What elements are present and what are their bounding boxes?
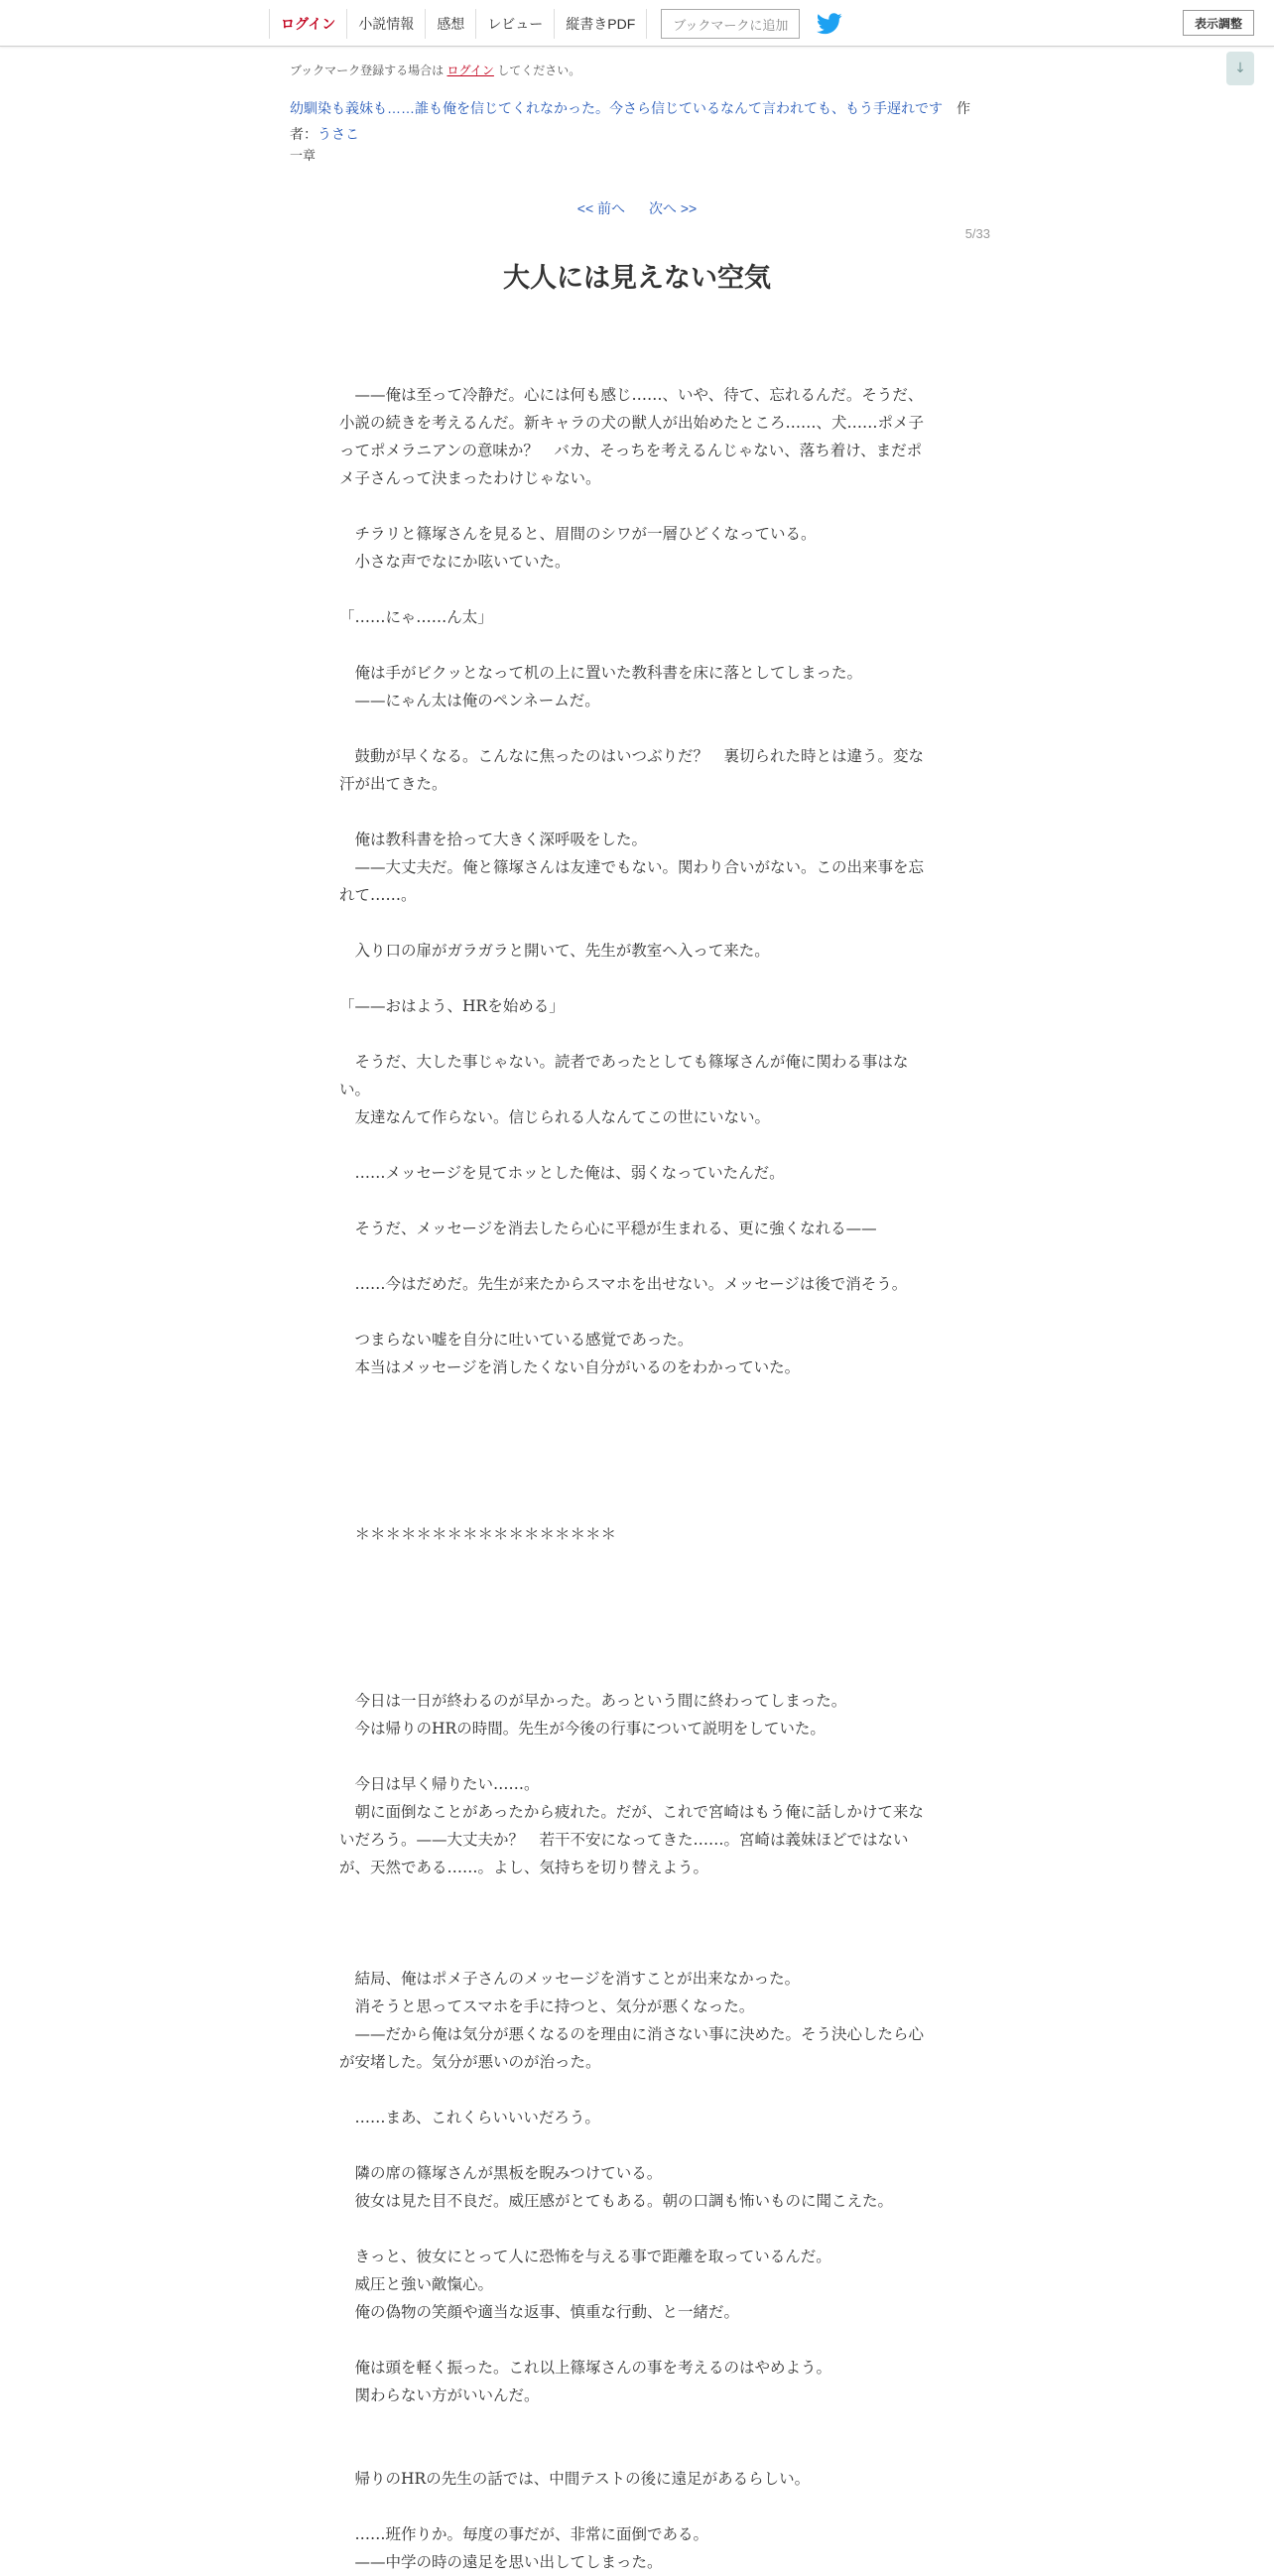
body-paragraph: 彼女は見た目不良だ。威圧感がとてもある。朝の口調も怖いものに聞こえた。 — [339, 2192, 894, 2210]
body-paragraph: 朝に面倒なことがあったから疲れた。だが、これで宮崎はもう俺に話しかけて来ないだろう。——大丈夫か？ 若干不安になってきた……。宮崎は義妹ほどではないが、天然である……。よし、気持ちを切り替えよう。 — [339, 1803, 924, 1876]
body-paragraph: ——だから俺は気分が悪くなるのを理由に消さない事に決めた。そう決心したら心が安堵した。気分が悪いのが治った。 — [339, 2025, 925, 2071]
novel-body — [339, 353, 935, 2576]
impressions-link[interactable]: 感想 — [425, 9, 475, 39]
body-paragraph: 小さな声でなにか呟いていた。 — [339, 553, 571, 571]
blank-line — [339, 2409, 935, 2437]
body-paragraph: 「……にゃ……ん太」 — [339, 608, 493, 626]
body-paragraph: ——にゃん太は俺のペンネームだ。 — [339, 692, 600, 709]
blank-line — [339, 1409, 935, 1437]
blank-line — [339, 1909, 935, 1937]
blank-line — [339, 1242, 935, 1270]
notice-suffix: してください。 — [497, 64, 581, 77]
body-paragraph: 俺は手がビクッとなって机の上に置いた教科書を床に落としてしまった。 — [339, 664, 863, 682]
main-nav — [269, 8, 843, 40]
body-paragraph: 消そうと思ってスマホを手に持つと、気分が悪くなった。 — [339, 1997, 755, 2015]
scroll-down-button[interactable]: ↓ — [1226, 52, 1254, 85]
blank-line — [339, 1576, 935, 1604]
prev-episode-link[interactable]: << 前へ — [576, 200, 626, 216]
display-settings-button[interactable]: 表示調整 — [1183, 10, 1254, 36]
blank-line — [339, 1548, 935, 1576]
twitter-share-button[interactable] — [816, 12, 843, 36]
episode-pager — [0, 198, 1274, 218]
blank-line — [339, 2437, 935, 2465]
body-paragraph: 帰りのHRの先生の話では、中間テストの後に遠足があるらしい。 — [339, 2470, 811, 2488]
blank-line — [339, 714, 935, 742]
bookmark-login-notice — [290, 62, 580, 78]
blank-line — [339, 1492, 935, 1520]
body-paragraph: 今日は早く帰りたい……。 — [339, 1775, 540, 1793]
author-label: 作者： — [290, 100, 970, 142]
body-paragraph: 今日は一日が終わるのが早かった。あっという間に終わってしまった。 — [339, 1692, 847, 1710]
blank-line — [339, 1020, 935, 1048]
body-paragraph: ——大丈夫だ。俺と篠塚さんは友達でもない。関わり合いがない。この出来事を忘れて……。 — [339, 858, 925, 904]
body-paragraph: ……今はだめだ。先生が来たからスマホを出せない。メッセージは後で消そう。 — [339, 1275, 908, 1293]
body-paragraph: 友達なんて作らない。信じられる人なんてこの世にいない。 — [339, 1108, 771, 1126]
body-paragraph: ……まあ、これくらいいいだろう。 — [339, 2109, 600, 2126]
blank-line — [339, 2493, 935, 2520]
novel-info — [290, 95, 984, 147]
blank-line — [339, 965, 935, 992]
add-bookmark-button[interactable]: ブックマークに追加 — [661, 9, 800, 39]
blank-line — [339, 909, 935, 937]
body-paragraph: ……班作りか。毎度の事だが、非常に面倒である。 — [339, 2525, 709, 2543]
blank-line — [339, 2076, 935, 2104]
blank-line — [339, 1659, 935, 1687]
body-paragraph: きっと、彼女にとって人に恐怖を与える事で距離を取っているんだ。 — [339, 2248, 831, 2265]
blank-line — [339, 1604, 935, 1631]
blank-line — [339, 2131, 935, 2159]
body-paragraph: チラリと篠塚さんを見ると、眉間のシワが一層ひどくなっている。 — [339, 525, 817, 543]
episode-number: 5/33 — [964, 226, 990, 241]
novel-info-link[interactable]: 小説情報 — [346, 9, 425, 39]
body-paragraph: そうだ、大した事じゃない。読者であったとしても篠塚さんが俺に関わる事はない。 — [339, 1053, 909, 1098]
blank-line — [339, 1937, 935, 1965]
login-link[interactable]: ログイン — [269, 9, 346, 39]
body-paragraph: ——俺は至って冷静だ。心には何も感じ……、いや、待て、忘れるんだ。そうだ、小説の続きを考えるんだ。新キャラの犬の獣人が出始めたところ……、犬……ポメ子ってポメラニアンの意味か？ バカ、そっちを考えるんじゃない、落ち着け、まだポメ子さんって決まったわけじゃない。 — [339, 386, 925, 487]
blank-line — [339, 1131, 935, 1159]
body-paragraph: ——中学の時の遠足を思い出してしまった。 — [339, 2553, 663, 2571]
blank-line — [339, 2215, 935, 2243]
notice-login-link[interactable]: ログイン — [446, 64, 494, 77]
body-paragraph: 今は帰りのHRの時間。先生が今後の行事について説明をしていた。 — [339, 1720, 826, 1738]
twitter-bird-icon — [817, 13, 842, 35]
next-episode-link[interactable]: 次へ >> — [648, 200, 698, 216]
blank-line — [339, 2326, 935, 2354]
body-paragraph: 俺は頭を軽く振った。これ以上篠塚さんの事を考えるのはやめよう。 — [339, 2359, 832, 2377]
body-paragraph: ＊＊＊＊＊＊＊＊＊＊＊＊＊＊＊＊＊ — [339, 1525, 617, 1543]
body-paragraph: 結局、俺はポメ子さんのメッセージを消すことが出来なかった。 — [339, 1970, 801, 1988]
body-paragraph: 本当はメッセージを消したくない自分がいるのをわかっていた。 — [339, 1358, 801, 1376]
body-paragraph: 「——おはよう、HRを始める」 — [339, 997, 565, 1015]
blank-line — [339, 492, 935, 520]
blank-line — [339, 1742, 935, 1770]
novel-title-link[interactable]: 幼馴染も義妹も……誰も俺を信じてくれなかった。今さら信じているなんて言われても、もう手遅れです — [290, 100, 943, 116]
chapter-title: 一章 — [290, 148, 317, 163]
author-link[interactable]: うさこ — [318, 126, 359, 142]
blank-line — [339, 1437, 935, 1465]
body-paragraph: 威圧と強い敵愾心。 — [339, 2275, 494, 2293]
top-navigation-bar — [0, 0, 1274, 47]
blank-line — [339, 1631, 935, 1659]
blank-line — [339, 353, 935, 381]
blank-line — [339, 631, 935, 659]
body-paragraph: そうだ、メッセージを消去したら心に平穏が生まれる、更に強くなれる—— — [339, 1220, 877, 1237]
vertical-pdf-link[interactable]: 縦書きPDF — [554, 9, 647, 39]
body-paragraph: 隣の席の篠塚さんが黒板を睨みつけている。 — [339, 2164, 663, 2182]
body-paragraph: 関わらない方がいいんだ。 — [339, 2386, 540, 2404]
body-paragraph: 俺の偽物の笑顔や適当な返事、慎重な行動、と一緒だ。 — [339, 2303, 740, 2321]
review-link[interactable]: レビュー — [475, 9, 554, 39]
blank-line — [339, 1298, 935, 1326]
body-paragraph: 俺は教科書を拾って大きく深呼吸をした。 — [339, 831, 648, 848]
body-paragraph: つまらない嘘を自分に吐いている感覚であった。 — [339, 1331, 694, 1349]
notice-prefix: ブックマーク登録する場合は — [290, 64, 445, 77]
body-paragraph: ……メッセージを見てホッとした俺は、弱くなっていたんだ。 — [339, 1164, 785, 1182]
blank-line — [339, 1465, 935, 1492]
body-paragraph: 入り口の扉がガラガラと開いて、先生が教室へ入って来た。 — [339, 942, 770, 960]
episode-title: 大人には見えない空気 — [503, 263, 771, 294]
body-paragraph: 鼓動が早くなる。こんなに焦ったのはいつぶりだ？ 裏切られた時とは違う。変な汗が出てきた。 — [339, 747, 925, 793]
blank-line — [339, 576, 935, 603]
blank-line — [339, 1381, 935, 1409]
blank-line — [339, 798, 935, 826]
blank-line — [339, 1187, 935, 1215]
blank-line — [339, 1881, 935, 1909]
